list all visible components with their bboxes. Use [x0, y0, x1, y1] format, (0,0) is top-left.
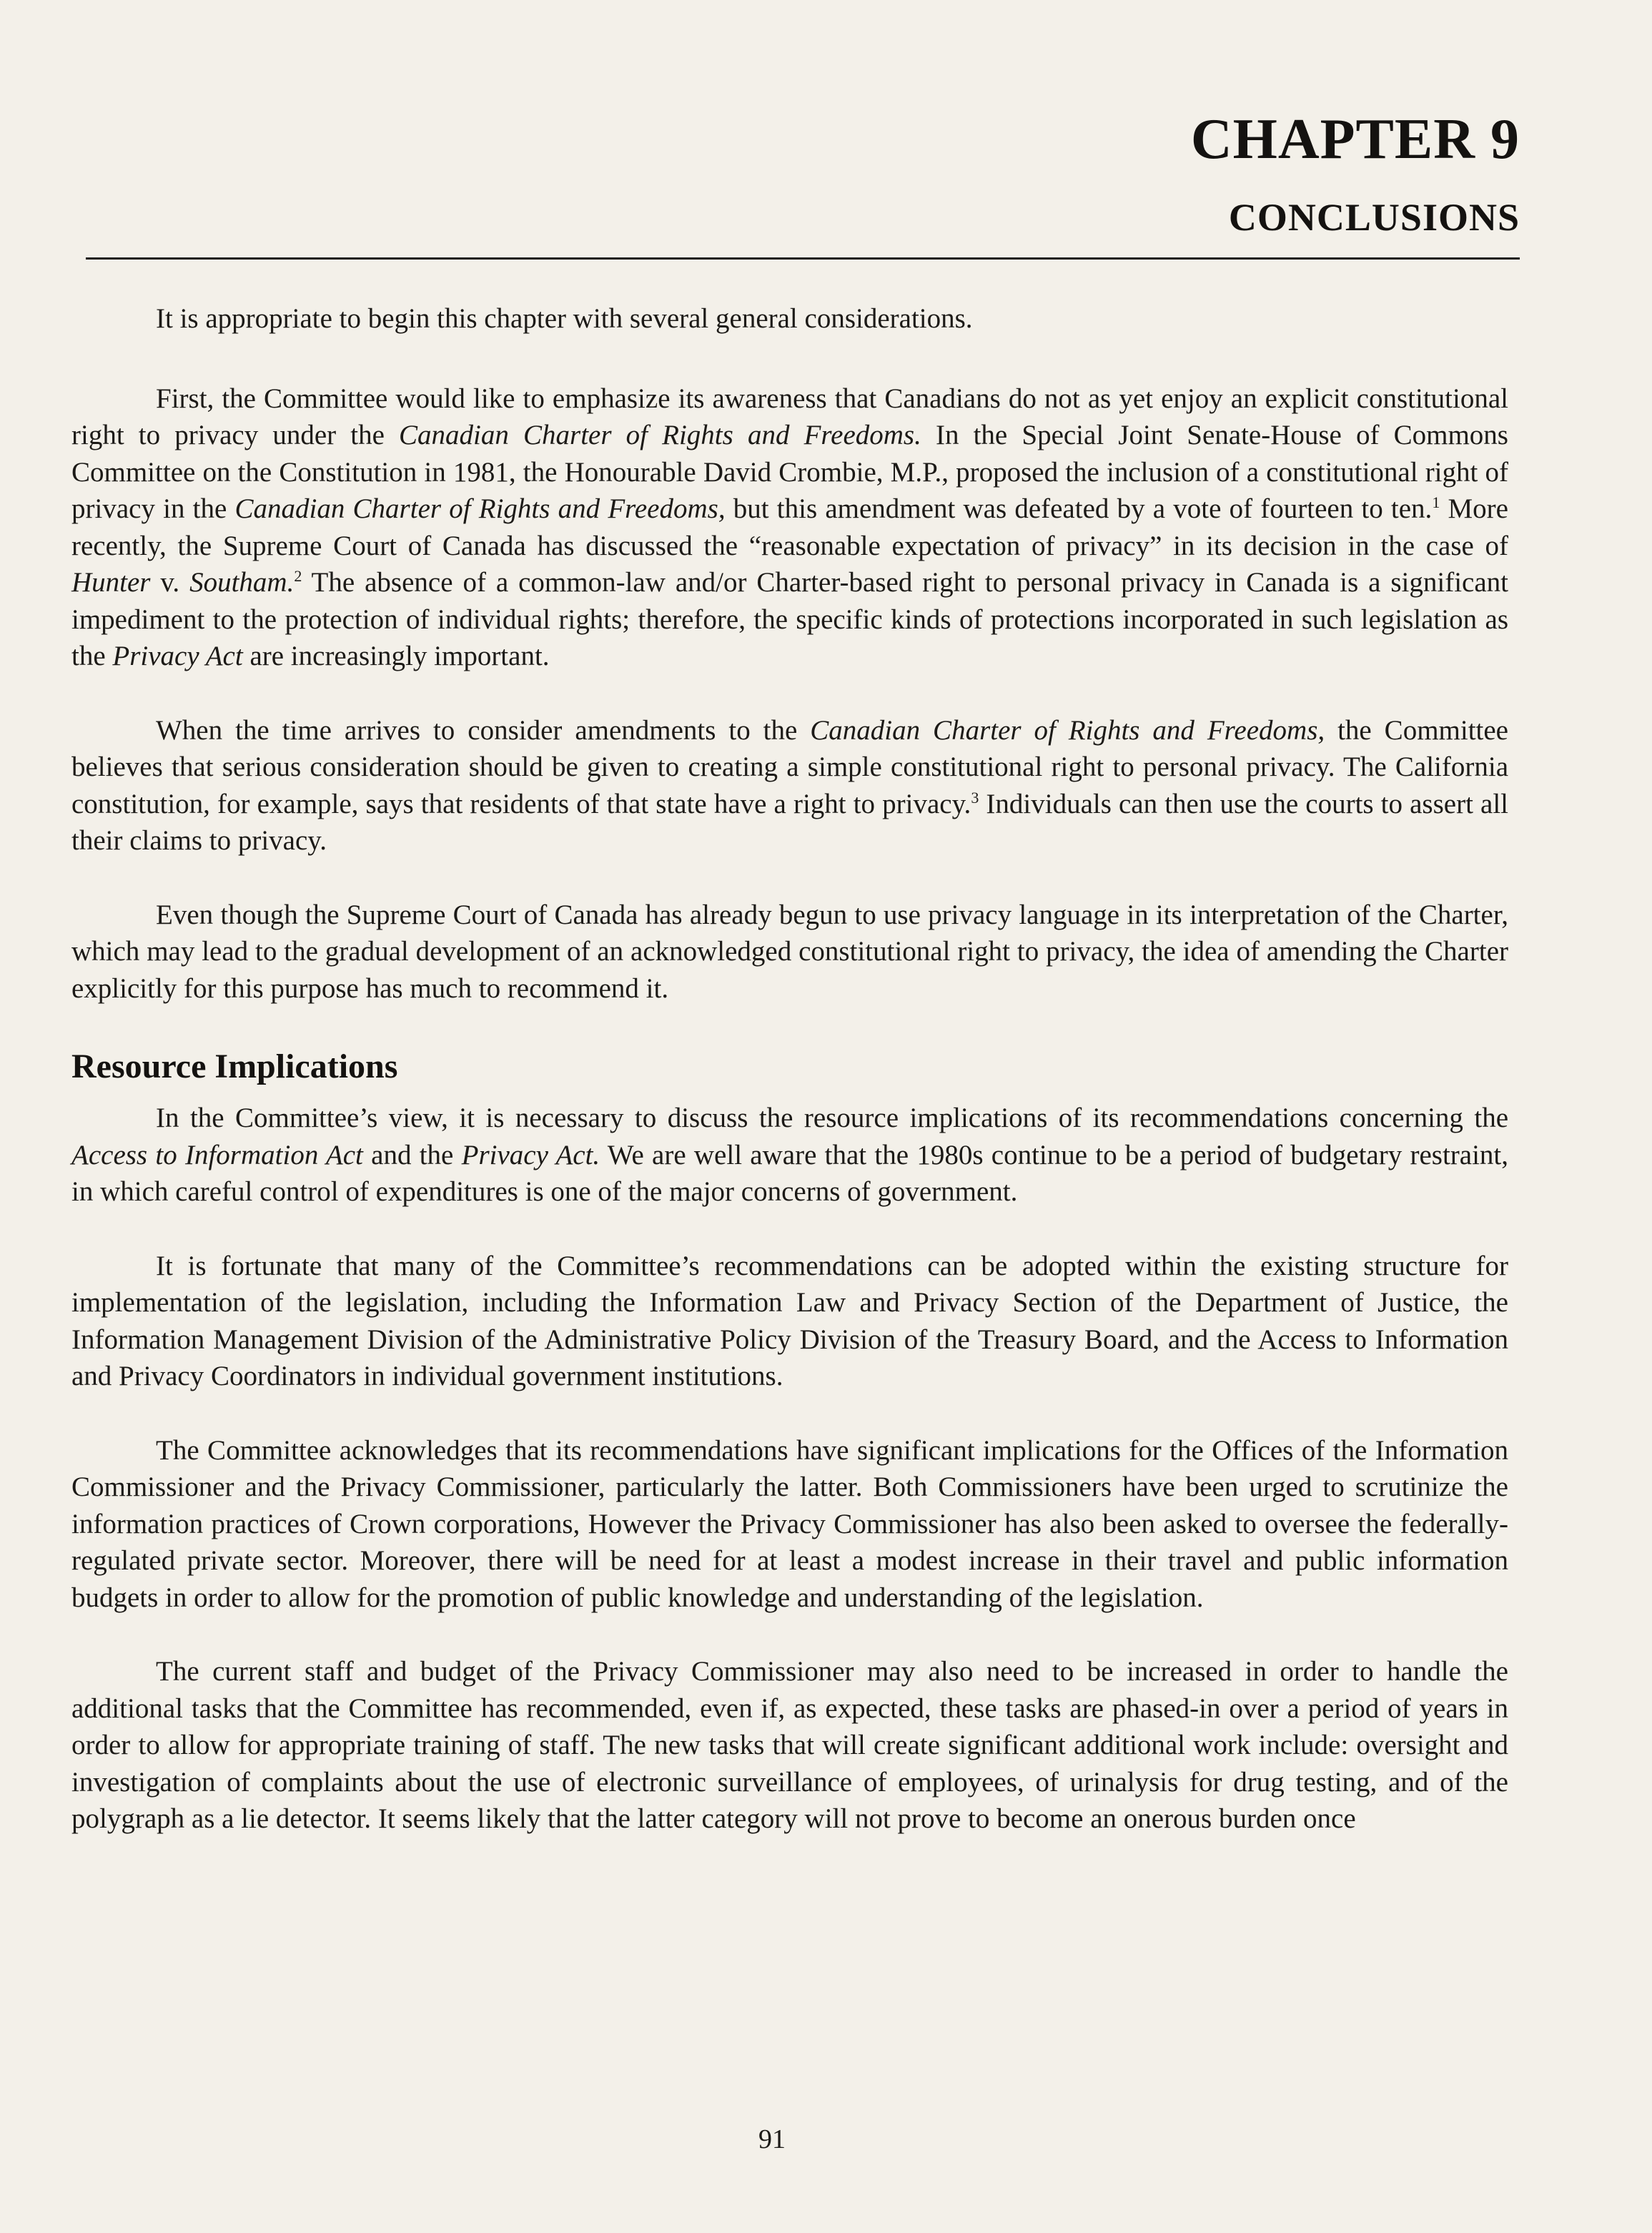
footnote-ref: 3: [971, 788, 979, 807]
text-run: More recently, the Supreme Court of Canada has discussed the “reasonable expectation of privacy” in its decision in the case of: [71, 493, 1508, 561]
chapter-number: CHAPTER 9: [1190, 108, 1520, 171]
section-heading: Resource Implications: [71, 1048, 398, 1085]
text-run: v.: [150, 567, 190, 598]
charter-title: Canadian Charter of Rights and Freedoms.: [399, 420, 921, 450]
document-body: [71, 300, 1508, 1838]
act-title: Access to Information Act: [71, 1139, 363, 1170]
case-name: Hunter: [71, 567, 151, 598]
page-number: 91: [758, 2124, 786, 2154]
paragraph-commissioners: The Committee acknowledges that its recommendations have significant implications for the Offices of the Information Commissioner and the Privacy Commissioner, particularly the latter. Both Commissioners have been urged to scrutinize the information practices of Crown corporations, However the Privacy Commissioner has also been asked to oversee the federally-regulated private sector. Moreover, there will be need for at least a modest increase in their travel and public information budgets in order to allow for the promotion of public knowledge and understanding of the legislation.: [71, 1434, 1508, 1613]
header-rule: [86, 257, 1520, 260]
case-name: Southam.: [189, 567, 295, 598]
text-run: In the Committee’s view, it is necessary to discuss the resource implications of its recommendations concerning the: [156, 1103, 1508, 1133]
text-run: We are well aware that the 1980s continue to be a period of budgetary restraint, in which careful control of expenditures is one of the major concerns of government.: [71, 1139, 1508, 1207]
paragraph-staff-budget: The current staff and budget of the Privacy Commissioner may also need to be increased in order to handle the additional tasks that the Committee has recommended, even if, as expected, these tasks are phased-in over a period of years in order to allow for appropriate training of staff. The new tasks that will create significant additional work include: oversight and investigation of complaints about the use of electronic surveillance of employees, of urinalysis for drug testing, and of the polygraph as a lie detector. It seems likely that the latter category will not prove to become an onerous burden once: [71, 1656, 1508, 1834]
footnote-ref: 1: [1432, 493, 1440, 511]
paragraph-existing-structure: It is fortunate that many of the Committee’s recommendations can be adopted within the existing structure for implementation of the legislation, including the Information Law and Privacy Section of the Department of Justice, the Information Management Division of the Administrative Policy Division of the Treasury Board, and the Access to Information and Privacy Coordinators in individual government institutions.: [71, 1250, 1508, 1391]
charter-title: Canadian Charter of Rights and Freedoms,: [234, 493, 726, 524]
paragraph-resource-view: [71, 1100, 1508, 1211]
text-run: The absence of a common-law and/or Charter-based right to personal privacy in Canada is a significant impediment to the protection of individual rights; therefore, the specific kinds of protections incorporated in such legislation as the: [71, 567, 1508, 671]
text-run: and the: [362, 1139, 462, 1170]
text-run: When the time arrives to consider amendments to the: [156, 714, 811, 746]
text-run: but this amendment was defeated by a vote of fourteen to ten.: [725, 493, 1433, 524]
paragraph-supreme-court: Even though the Supreme Court of Canada has already begun to use privacy language in its interpretation of the Charter, which may lead to the gradual development of an acknowledged constitutional right to privacy, the idea of amending the Charter explicitly for this purpose has much to recommend it.: [71, 899, 1508, 1004]
paragraph-intro: It is appropriate to begin this chapter with several general considerations.: [156, 303, 973, 334]
act-title: Privacy Act.: [461, 1139, 600, 1170]
text-run: Individuals can then use the courts to assert all their claims to privacy.: [71, 788, 1508, 856]
text-run: are increasingly important.: [242, 641, 550, 671]
act-title: Privacy Act: [112, 641, 243, 671]
chapter-header: [1190, 108, 1520, 239]
text-run: the Committee believes that serious consideration should be given to creating a simple constitutional right to personal privacy. The California constitution, for example, says that residents of that state have a right to privacy.: [71, 714, 1508, 819]
charter-title: Canadian Charter of Rights and Freedoms,: [810, 714, 1325, 746]
chapter-title: CONCLUSIONS: [1228, 196, 1520, 239]
text-run: In the Special Joint Senate-House of Commons Committee on the Constitution in 1981, the Honourable David Crombie, M.P., proposed the inclusion of a constitutional right of privacy in the: [71, 420, 1508, 524]
paragraph-charter-amendment: [71, 712, 1508, 859]
text-run: First, the Committee would like to emphasize its awareness that Canadians do not as yet enjoy an explicit constitutional right to privacy under the: [71, 383, 1508, 450]
footnote-ref: 2: [294, 567, 302, 585]
paragraph-constitutional-right: [71, 380, 1508, 675]
